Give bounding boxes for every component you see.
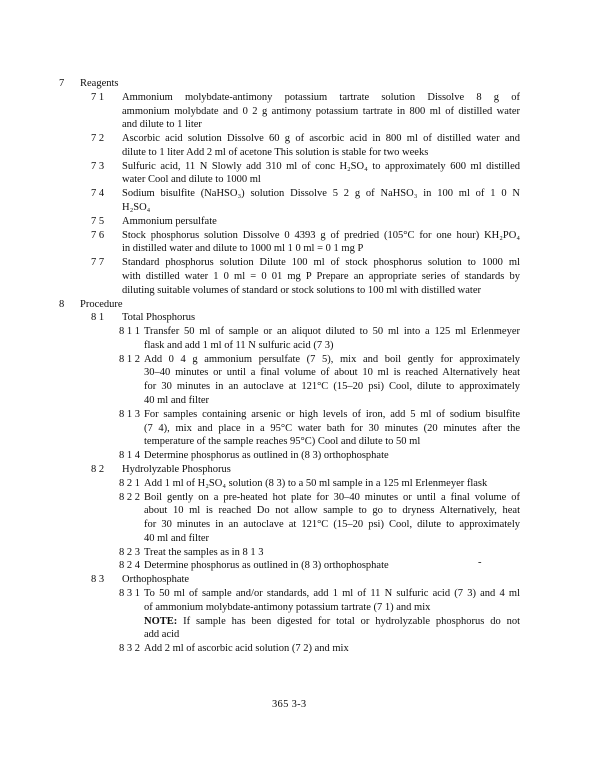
outline-item — [59, 587, 520, 642]
document-line: Ascorbic acid solution Dissolve 60 g of ascorbic acid in 800 ml of distilled water and — [122, 133, 520, 145]
document-line: For samples containing arsenic or high levels of iron, add 5 ml of sodium bisulfite — [144, 408, 520, 420]
outline-item — [59, 353, 520, 408]
item-number: 8 2 4 — [119, 560, 140, 572]
document-line: in distilled water and dilute to 1000 ml 1 0 ml = 0 1 mg P — [122, 243, 364, 255]
item-text — [144, 408, 520, 449]
note-label: NOTE: — [144, 615, 178, 627]
outline-item — [59, 132, 520, 160]
outline-item — [59, 642, 520, 656]
document-line: add acid — [144, 629, 180, 641]
document-line: 30–40 minutes or until a final volume of about 10 ml is reached Alternatively heat — [144, 367, 520, 379]
item-number: 7 7 — [91, 257, 105, 269]
document-line: Stock phosphorus solution Dissolve 0 4393 g of predried (105°C for one hour) KH₂PO₄ — [122, 229, 520, 241]
outline-item — [59, 573, 520, 587]
item-text — [122, 187, 520, 215]
item-number: 8 3 — [91, 574, 105, 586]
document-line: H₂SO₄ — [122, 202, 151, 214]
item-text — [122, 215, 520, 229]
outline-item — [59, 463, 520, 477]
outline-item — [59, 229, 520, 257]
outline-item — [59, 491, 520, 546]
document-line: 40 ml and filter — [144, 395, 210, 407]
item-text — [122, 463, 520, 477]
item-text — [144, 325, 520, 353]
document-line: Ammonium persulfate — [122, 215, 217, 227]
item-text — [144, 642, 520, 656]
item-number: 8 2 — [91, 463, 105, 475]
document-line: Ammonium molybdate-antimony potassium tartrate solution Dissolve 8 g of — [122, 91, 520, 103]
outline-item — [59, 546, 520, 560]
scan-artifact-dash: - — [478, 557, 482, 568]
outline-item — [59, 256, 520, 297]
document-line: NOTE: If sample has been digested for total or hydrolyzable phosphorus do not — [144, 615, 520, 627]
document-line: Orthophosphate — [122, 574, 190, 586]
item-number: 8 2 2 — [119, 491, 140, 503]
item-number: 7 6 — [91, 229, 105, 241]
item-text — [122, 229, 520, 257]
document-line: Transfer 50 ml of sample or an aliquot diluted to 50 ml into a 125 ml Erlenmeyer — [144, 326, 520, 338]
document-line: (7 4), mix and place in a 95°C water bath for 30 minutes (20 minutes after the — [144, 422, 520, 434]
document-content — [59, 77, 520, 656]
document-line: Determine phosphorus as outlined in (8 3) orthophosphate — [144, 450, 389, 462]
document-line: Add 0 4 g ammonium persulfate (7 5), mix and boil gently for approximately — [144, 353, 520, 365]
item-number: 8 1 4 — [119, 450, 140, 462]
item-number: 8 2 1 — [119, 477, 140, 489]
section-title: Reagents — [80, 78, 119, 89]
document-line: for 30 minutes in an autoclave at 121°C (15–20 psi) Cool, dilute to approximately — [144, 381, 520, 393]
document-line: dilute to 1 liter Add 2 ml of acetone This solution is stable for two weeks — [122, 146, 429, 158]
item-text — [122, 160, 520, 188]
outline-item — [59, 559, 520, 573]
document-line: of ammonium molybdate-antimony potassium tartrate (7 1) and mix — [144, 601, 431, 613]
document-line: Add 1 ml of H₂SO₄ solution (8 3) to a 50 ml sample in a 125 ml Erlenmeyer flask — [144, 477, 488, 489]
section-number: 8 — [59, 298, 65, 310]
outline-item — [59, 160, 520, 188]
section-heading — [59, 298, 520, 312]
item-number: 8 1 3 — [119, 408, 140, 420]
document-line: temperature of the sample reaches 95°C) Cool and dilute to 50 ml — [144, 436, 421, 448]
document-line: Determine phosphorus as outlined in (8 3) orthophosphate — [144, 560, 389, 572]
item-number: 8 1 1 — [119, 326, 140, 338]
item-text — [144, 491, 520, 546]
document-line: 40 ml and filter — [144, 532, 210, 544]
item-number: 8 3 1 — [119, 588, 140, 600]
document-line: Standard phosphorus solution Dilute 100 ml of stock phosphorus solution to 1000 ml — [122, 257, 520, 269]
outline-item — [59, 408, 520, 449]
document-line: Treat the samples as in 8 1 3 — [144, 546, 264, 558]
item-text — [122, 573, 520, 587]
document-line: Add 2 ml of ascorbic acid solution (7 2) and mix — [144, 643, 349, 655]
item-number: 7 1 — [91, 91, 105, 103]
outline-item — [59, 91, 520, 132]
outline-item — [59, 311, 520, 325]
document-line: ammonium molybdate and 0 2 g antimony potassium tartrate in 800 ml of distilled water — [122, 105, 520, 117]
item-number: 8 1 2 — [119, 353, 140, 365]
item-text — [144, 449, 520, 463]
item-text — [122, 256, 520, 297]
document-line: Boil gently on a pre-heated hot plate for 30–40 minutes or until a final volume of — [144, 491, 520, 503]
outline-item — [59, 187, 520, 215]
item-text — [144, 546, 520, 560]
document-line: To 50 ml of sample and/or standards, add 1 ml of 11 N sulfuric acid (7 3) and 4 ml — [144, 588, 520, 600]
page-number: 365 3-3 — [272, 699, 307, 710]
item-text — [144, 587, 520, 642]
section-title: Procedure — [80, 298, 123, 310]
item-number: 7 4 — [91, 188, 105, 200]
item-text — [122, 311, 520, 325]
outline-item — [59, 215, 520, 229]
item-number: 8 2 3 — [119, 546, 140, 558]
document-line: about 10 ml is reached Do not allow sample to go to dryness Alternatively, heat — [144, 505, 520, 517]
item-number: 7 5 — [91, 215, 105, 227]
item-number: 7 2 — [91, 133, 105, 145]
outline-item — [59, 449, 520, 463]
item-text — [122, 132, 520, 160]
document-line: and dilute to 1 liter — [122, 119, 202, 131]
item-number: 8 1 — [91, 312, 105, 324]
document-line: with distilled water 1 0 ml = 0 01 mg P Prepare an appropriate series of standards by — [122, 270, 520, 282]
document-line: diluting suitable volumes of standard or stock solutions to 100 ml with distilled water — [122, 284, 482, 296]
document-line: Hydrolyzable Phosphorus — [122, 463, 231, 475]
document-line: Sodium bisulfite (NaHSO₃) solution Dissolve 5 2 g of NaHSO₃ in 100 ml of 1 0 N — [122, 188, 520, 200]
section-number: 7 — [59, 78, 65, 89]
item-text — [144, 559, 520, 573]
item-text — [144, 477, 520, 491]
section-heading — [59, 77, 520, 91]
document-line: Total Phosphorus — [122, 312, 196, 324]
item-text — [144, 353, 520, 408]
item-number: 8 3 2 — [119, 643, 140, 655]
item-number: 7 3 — [91, 160, 105, 172]
document-line: water Cool and dilute to 1000 ml — [122, 174, 261, 186]
document-line: for 30 minutes in an autoclave at 121°C (15–20 psi) Cool, dilute to approximately — [144, 519, 520, 531]
item-text — [122, 91, 520, 132]
document-line: flask and add 1 ml of 11 N sulfuric acid (7 3) — [144, 339, 334, 351]
document-line: Sulfuric acid, 11 N Slowly add 310 ml of conc H₂SO₄ to approximately 600 ml distilled — [122, 160, 520, 172]
outline-item — [59, 477, 520, 491]
outline-item — [59, 325, 520, 353]
